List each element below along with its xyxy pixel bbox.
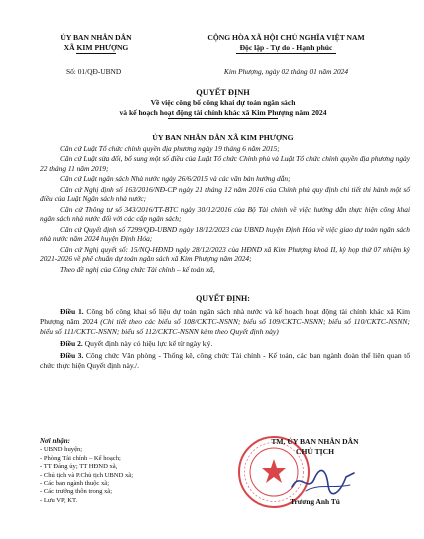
- recipient-item: - Chủ tịch và P.Chủ tịch UBND xã;: [40, 471, 134, 479]
- article-text: Quyết định này có hiệu lực kể từ ngày ký.: [82, 339, 213, 348]
- legal-basis: [40, 144, 410, 275]
- basis-item: Căn cứ Nghị quyết số: 15/NQ-HĐND ngày 28/12/2023 của HĐND xã Kim Phượng khoá II, kỳ họp thứ 07 nhiệm kỳ 2021-2026 về phê chuẩn dự toán ngân sách xã Kim Phượng năm 2024;: [40, 244, 410, 264]
- decides-heading: QUYẾT ĐỊNH:: [196, 294, 250, 303]
- recipient-item: - Phòng Tài chính – Kế hoạch;: [40, 454, 121, 462]
- date-line: Kim Phượng, ngày 02 tháng 01 năm 2024: [223, 67, 349, 76]
- article-text: Công bố công khai số liệu dự toán ngân sách nhà nước và kế hoạch hoạt động tài chính khác xã Kim Phượng năm 2024: [40, 307, 411, 326]
- nation-line-1: CỘNG HÒA XÃ HỘI CHỦ NGHĨA VIỆT NAM: [207, 33, 365, 42]
- handwritten-signature-icon: [288, 463, 358, 499]
- agency-line-2: XÃ KIM PHƯỢNG: [63, 42, 129, 52]
- recipients-list: [40, 437, 210, 505]
- signature-position: CHỦ TỊCH: [295, 446, 335, 456]
- articles: [40, 307, 410, 373]
- basis-item: Căn cứ Luật sửa đổi, bổ sung một số điều của Luật Tổ chức Chính phủ và Luật Tổ chức chính quyền địa phương ngày 22 tháng 11 năm 2019;: [40, 154, 410, 173]
- subject-line-2: và kế hoạch hoạt động tài chính khác xã Kim Phượng năm 2024: [119, 107, 327, 117]
- article-2: [40, 339, 410, 349]
- basis-item: Căn cứ Luật Tổ chức chính quyền địa phương ngày 19 tháng 6 năm 2015;: [60, 144, 280, 153]
- recipient-item: - Các ban ngành thuộc xã;: [40, 480, 110, 488]
- basis-item: Căn cứ Quyết định số 7299/QĐ-UBND ngày 18/12/2023 của UBND huyện Định Hóa về việc giao dự toán ngân sách nhà nước năm 2024 huyện Định Hóa;: [40, 224, 410, 244]
- signer-name: Trương Anh Tú: [290, 497, 340, 506]
- article-label: Điều 2.: [60, 339, 83, 348]
- signature-block: [230, 437, 400, 456]
- agency-underline: [76, 53, 116, 54]
- subject-underline: [168, 118, 278, 119]
- document-number: Số: 01/QĐ-UBND: [66, 67, 122, 76]
- recipient-item: - UBND huyện;: [40, 446, 83, 454]
- national-motto: [160, 33, 412, 54]
- recipients-title: Nơi nhận:: [40, 437, 71, 445]
- motto-underline: [236, 53, 336, 54]
- basis-item: Căn cứ Thông tư số 343/2016/TT-BTC ngày 30/12/2016 của Bộ Tài chính về việc hướng dẫn thực hiện công khai ngân sách nhà nước đối với các cấp ngân sách;: [40, 204, 410, 224]
- article-note: (Chi tiết theo các biểu số 108/CKTC-NSNN; biểu số 109/CKTC-NSNN; biểu số 110/CKTC-NSNN; biểu số 111/CKTC-NSNN; biểu số 112/CKTC-NSNN kèm theo Quyết định này): [40, 317, 410, 336]
- article-label: Điều 3.: [60, 351, 84, 360]
- committee-heading: ỦY BAN NHÂN DÂN XÃ KIM PHƯỢNG: [152, 133, 294, 142]
- issuing-agency: [36, 33, 156, 54]
- document-type: QUYẾT ĐỊNH: [196, 88, 250, 97]
- basis-item: Căn cứ Nghị định số 163/2016/NĐ-CP ngày 21 tháng 12 năm 2016 của Chính phủ quy định chi tiết thi hành một số điều của Luật Ngân sách nhà nước;: [40, 184, 410, 204]
- subject-line-1: Về việc công bố công khai dự toán ngân sách: [150, 98, 296, 107]
- basis-item: Theo đề nghị của Công chức Tài chính – kế toán xã,: [60, 264, 215, 274]
- article-1: [40, 307, 410, 337]
- recipient-item: - Lưu VP, KT.: [40, 496, 78, 504]
- recipient-item: - TT Đảng ủy; TT HĐND xã,: [40, 463, 118, 471]
- nation-line-2: Độc lập - Tự do - Hạnh phúc: [239, 42, 333, 52]
- signature-title: TM. ỦY BAN NHÂN DÂN: [271, 437, 359, 446]
- agency-line-1: ỦY BAN NHÂN DÂN: [60, 33, 132, 42]
- document-subject: [40, 98, 406, 119]
- article-text: Công chức Văn phòng - Thống kê, công chức Tài chính - Kế toán, các ban ngành đoàn thể liên quan tổ chức thực hiện Quyết định này./.: [40, 351, 410, 370]
- recipient-item: - Các trưởng thôn trong xã;: [40, 488, 113, 496]
- article-3: [40, 351, 410, 371]
- basis-item: Căn cứ Luật ngân sách Nhà nước ngày 26/6/2015 và các văn bản hướng dẫn;: [60, 174, 291, 184]
- article-label: Điều 1.: [60, 307, 84, 316]
